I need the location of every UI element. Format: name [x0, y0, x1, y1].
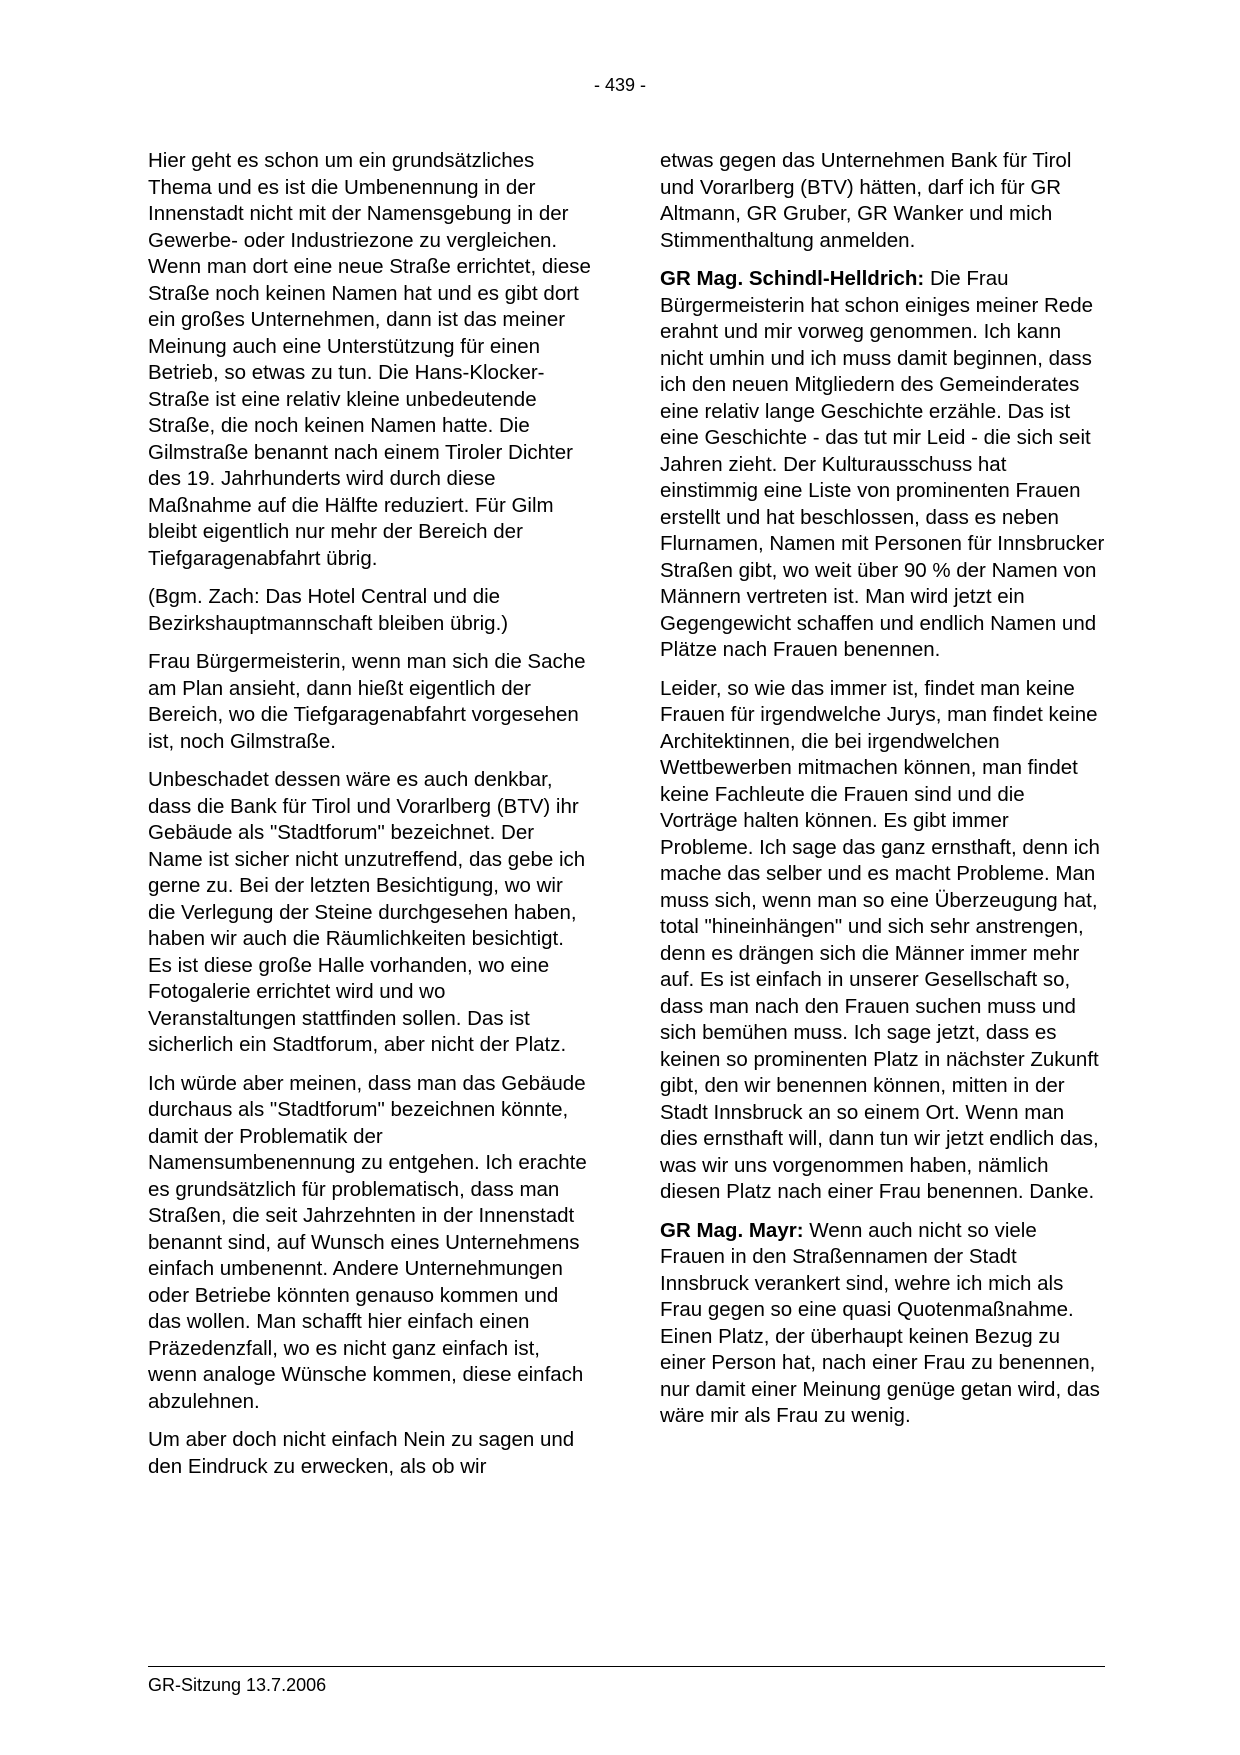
speech-paragraph — [660, 1218, 1105, 1430]
footer-divider — [148, 1666, 1105, 1667]
speech-text: Die Frau Bürgermeisterin hat schon einiges meiner Rede erahnt und mir vorweg genommen. Ich kann nicht umhin und ich muss damit beginnen, dass ich den neuen Mitgliedern des Gemeinderates eine relativ lange Geschichte erzähle. Das ist eine Geschichte - das tut mir Leid - die sich seit Jahren zieht. Der Kulturausschuss hat einstimmig eine Liste von prominenten Frauen erstellt und hat beschlossen, dass es neben Flurnamen, Namen mit Personen für Innsbrucker Straßen gibt, wo weit über 90 % der Namen von Männern vertreten ist. Man wird jetzt ein Gegengewicht schaffen und endlich Namen und Plätze nach Frauen benennen. — [660, 267, 1105, 661]
speech-text: Wenn auch nicht so viele Frauen in den Straßennamen der Stadt Innsbruck verankert sind, wehre ich mich als Frau gegen so eine quasi Quotenmaßnahme. Einen Platz, der überhaupt keinen Bezug zu einer Person hat, nach einer Frau zu benennen, nur damit einer Meinung genüge getan wird, das wäre mir als Frau zu wenig. — [660, 1218, 1100, 1427]
page-number: - 439 - — [593, 75, 647, 95]
paragraph: Frau Bürgermeisterin, wenn man sich die Sache am Plan ansieht, dann hießt eigentlich der Bereich, wo die Tiefgaragenabfahrt vorgesehen ist, noch Gilmstraße. — [148, 650, 586, 753]
right-column — [660, 148, 1105, 1442]
speech-paragraph — [660, 266, 1105, 664]
interjection-paragraph: (Bgm. Zach: Das Hotel Central und die Bezirkshauptmannschaft bleiben übrig.) — [148, 585, 509, 635]
left-column — [148, 148, 593, 1492]
speaker-name: GR Mag. Schindl-Helldrich: — [660, 267, 925, 290]
paragraph: Hier geht es schon um ein grundsätzliches Thema und es ist die Umbenennung in der Innenstadt nicht mit der Namensgebung in der Gewerbe- oder Industriezone zu vergleichen. Wenn man dort eine neue Straße errichtet, diese Straße noch keinen Namen hat und es gibt dort ein großes Unternehmen, dann ist das meiner Meinung auch eine Unterstützung für einen Betrieb, so etwas zu tun. Die Hans-Klocker-Straße ist eine relativ kleine unbedeutende Straße, die noch keinen Namen hatte. Die Gilmstraße benannt nach einem Tiroler Dichter des 19. Jahrhunderts wird durch diese Maßnahme auf die Hälfte reduziert. Für Gilm bleibt eigentlich nur mehr der Bereich der Tiefgaragenabfahrt übrig. — [148, 149, 591, 570]
paragraph: Unbeschadet dessen wäre es auch denkbar, dass die Bank für Tirol und Vorarlberg (BTV) ihr Gebäude als "Stadtforum" bezeichnet. Der Name ist sicher nicht unzutreffend, das gebe ich gerne zu. Bei der letzten Besichtigung, wo wir die Verlegung der Steine durchgesehen haben, haben wir auch die Räumlichkeiten besichtigt. Es ist diese große Halle vorhanden, wo eine Fotogalerie errichtet wird und wo Veranstaltungen stattfinden sollen. Das ist sicherlich ein Stadtforum, aber nicht der Platz. — [148, 768, 586, 1056]
paragraph: Leider, so wie das immer ist, findet man keine Frauen für irgendwelche Jurys, man findet keine Architektinnen, die bei irgendwelchen Wettbewerben mitmachen können, man findet keine Fachleute die Frauen sind und die Vorträge halten können. Es gibt immer Probleme. Ich sage das ganz ernsthaft, denn ich mache das selber und es macht Probleme. Man muss sich, wenn man so eine Überzeugung hat, total "hineinhängen" und sich sehr anstrengen, denn es drängen sich die Männer immer mehr auf. Es ist einfach in unserer Gesellschaft so, dass man nach den Frauen suchen muss und sich bemühen muss. Ich sage jetzt, dass es keinen so prominenten Platz in nächster Zukunft gibt, den wir benennen können, mitten in der Stadt Innsbruck an so einem Ort. Wenn man dies ernsthaft will, dann tun wir jetzt endlich das, was wir uns vorgenommen haben, nämlich diesen Platz nach einer Frau benennen. Danke. — [660, 676, 1100, 1203]
paragraph: Um aber doch nicht einfach Nein zu sagen und den Eindruck zu erwecken, als ob wir — [148, 1428, 575, 1478]
continuation-paragraph: etwas gegen das Unternehmen Bank für Tirol und Vorarlberg (BTV) hätten, darf ich für GR Altmann, GR Gruber, GR Wanker und mich Stimmenthaltung anmelden. — [660, 149, 1072, 252]
speaker-name: GR Mag. Mayr: — [660, 1218, 804, 1242]
paragraph: Ich würde aber meinen, dass man das Gebäude durchaus als "Stadtforum" bezeichnen könnte, damit der Problematik der Namensumbenennung zu entgehen. Ich erachte es grundsätzlich für problematisch, dass man Straßen, die seit Jahrzehnten in der Innenstadt benannt sind, auf Wunsch eines Unternehmens einfach umbenennt. Andere Unternehmungen oder Betriebe könnten genauso kommen und das wollen. Man schafft hier einfach einen Präzedenzfall, wo es nicht ganz einfach ist, wenn analoge Wünsche kommen, diese einfach abzulehnen. — [148, 1071, 587, 1413]
footer-label: GR-Sitzung 13.7.2006 — [148, 1675, 327, 1695]
